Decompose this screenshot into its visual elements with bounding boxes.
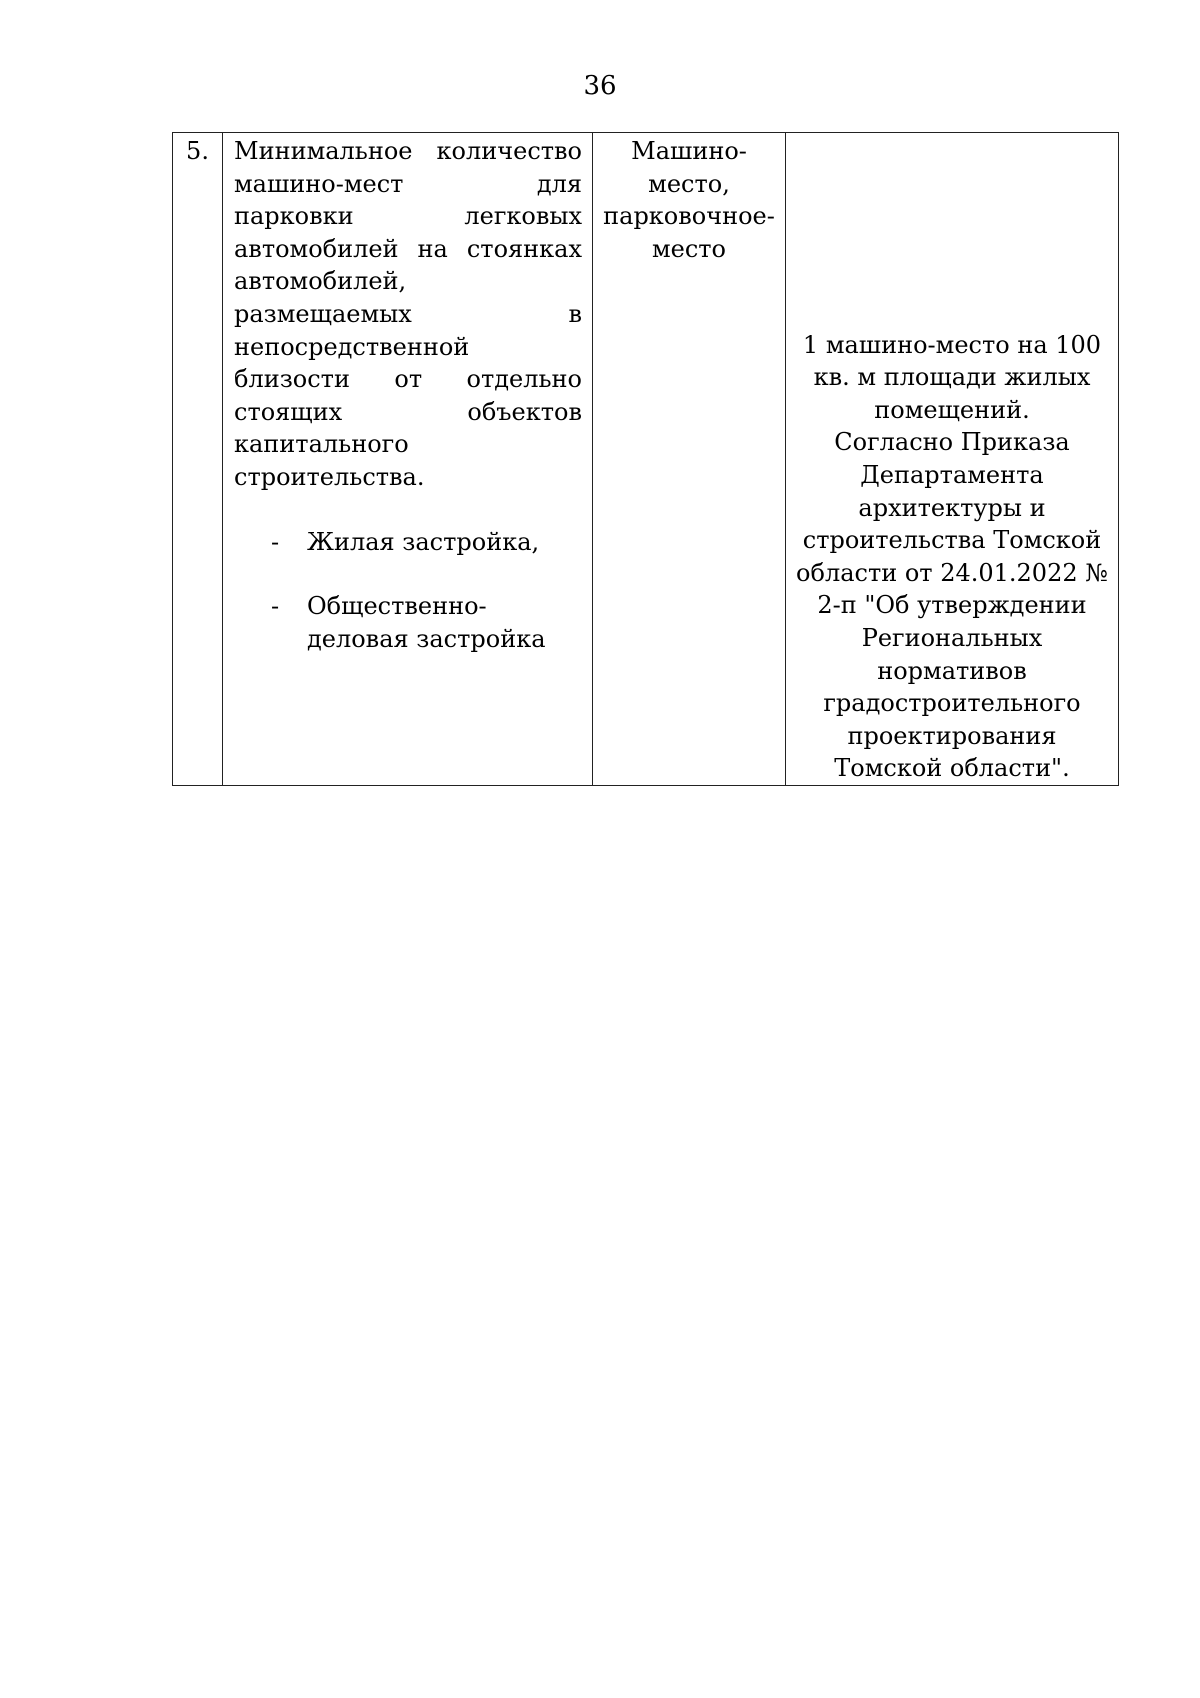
indicator-name: Минимальное количество машино-мест для парковки легковых автомобилей на стоянках автомобилей, размещаемых в непосредственной близости от отдельно стоящих объектов капитального строительства. — [234, 137, 582, 491]
norms-table — [172, 132, 1119, 786]
indicator-name-cell — [223, 133, 593, 786]
value-cell — [786, 133, 1119, 786]
table-row — [173, 133, 1119, 786]
list-item — [234, 590, 582, 655]
row-number-cell — [173, 133, 223, 786]
list-item-text: Общественно-деловая застройка — [307, 592, 546, 653]
list-item-text: Жилая застройка, — [307, 527, 540, 556]
page-number: 36 — [583, 71, 617, 101]
value-norm: 1 машино-место на 100 кв. м площади жилых помещений. — [802, 330, 1102, 424]
list-item — [234, 526, 582, 559]
value-source: Согласно Приказа Департамента архитектуры и строительства Томской области от 24.01.2022 № 2-п "Об утверждении Региональных нормативов градостроительного проектирования Томской области". — [796, 428, 1108, 783]
unit-cell — [593, 133, 786, 786]
unit-text: Машино-место, парковочное-место — [603, 137, 775, 263]
building-type-list — [234, 526, 582, 656]
row-number: 5. — [186, 137, 209, 165]
list-dash: - — [271, 527, 280, 556]
list-dash: - — [271, 592, 280, 621]
